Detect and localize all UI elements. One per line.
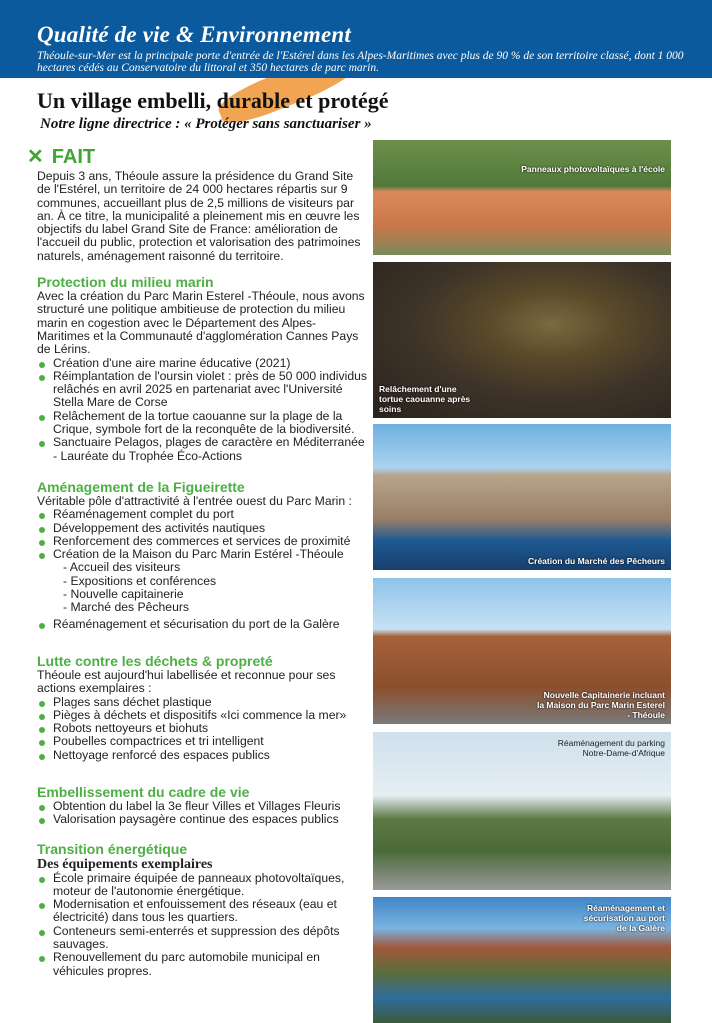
list-item: Création de la Maison du Parc Marin Estérel -Théoule xyxy=(37,548,367,561)
section-title: Aménagement de la Figueirette xyxy=(37,478,245,495)
photo-parking xyxy=(373,732,671,890)
photo-school xyxy=(373,140,671,255)
list-item: Nettoyage renforcé des espaces publics xyxy=(37,749,367,762)
photo-caption: Réaménagement et sécurisation au port de la Galère xyxy=(583,903,665,933)
section-title: Lutte contre les déchets & propreté xyxy=(37,652,273,669)
list-item: Modernisation et enfouissement des réseaux (eau et électricité) dans tous les quartiers. xyxy=(37,898,367,925)
list-item: Valorisation paysagère continue des espaces publics xyxy=(37,813,367,826)
header-band xyxy=(0,0,712,78)
photo-caption: Création du Marché des Pêcheurs xyxy=(528,556,665,566)
list-item: Renforcement des commerces et services de proximité xyxy=(37,535,367,548)
list-item: Conteneurs semi-enterrés et suppression des dépôts sauvages. xyxy=(37,925,367,952)
fait-heading: ✕ FAIT xyxy=(27,146,96,168)
section-title: Transition énergétique xyxy=(37,840,188,857)
fait-text: Depuis 3 ans, Théoule assure la présidence du Grand Site de l'Estérel, un territoire de 24 000 hectares répartis sur 9 communes, accueillant plus de 2,5 millions de visiteurs par an. À ce titre, la municipalité a pleinement mis en œuvre les objectifs du label Grand Site de France: amélioration de l'accueil du public, protection et valorisation des patrimoines naturels, aménagement raisonné du territoire. xyxy=(37,169,361,263)
list-item: Réaménagement complet du port xyxy=(37,508,367,521)
sub-item: - Nouvelle capitainerie xyxy=(63,587,184,602)
section-intro: Théoule est aujourd'hui labellisée et reconnue pour ses actions exemplaires : xyxy=(37,667,336,696)
photo-caption: Réaménagement du parking Notre-Dame-d'Afrique xyxy=(557,738,665,758)
photo-turtle xyxy=(373,262,671,418)
photo-capitainerie xyxy=(373,578,671,724)
list-item: Robots nettoyeurs et biohuts xyxy=(37,722,367,735)
list-item: Plages sans déchet plastique xyxy=(37,696,367,709)
photo-caption: Panneaux photovoltaïques à l'école xyxy=(521,164,665,174)
list-item: Poubelles compactrices et tri intelligent xyxy=(37,735,367,748)
left-column xyxy=(27,146,367,978)
list-item: Pièges à déchets et dispositifs «Ici commence la mer» xyxy=(37,709,367,722)
section-intro: Véritable pôle d'attractivité à l'entrée ouest du Parc Marin : xyxy=(37,493,352,508)
photo-fish-market xyxy=(373,424,671,570)
bullet-list xyxy=(37,696,367,762)
list-item: Sanctuaire Pelagos, plages de caractère en Méditerranée - Lauréate du Trophée Éco-Actions xyxy=(37,436,367,463)
bullet-list xyxy=(37,800,367,827)
tagline: Notre ligne directrice : « Protéger sans sanctuariser » xyxy=(40,116,372,132)
list-item: École primaire équipée de panneaux photovoltaïques, moteur de l'autonomie énergétique. xyxy=(37,872,367,899)
check-x-icon: ✕ xyxy=(27,146,44,168)
list-item: Réaménagement et sécurisation du port de la Galère xyxy=(37,618,367,631)
sub-item: - Expositions et conférences xyxy=(63,573,217,588)
list-item: Renouvellement du parc automobile municipal en véhicules propres. xyxy=(37,951,367,978)
sub-item: - Accueil des visiteurs xyxy=(63,560,181,575)
section-title: Embellissement du cadre de vie xyxy=(37,783,250,800)
header-intro: Théoule-sur-Mer est la principale porte d'entrée de l'Estérel dans les Alpes-Maritimes avec plus de 90 % de son territoire classé, dont 1 000 hectares cédés au Conservatoire du littoral et 350 hectares de parc marin. xyxy=(37,50,684,74)
section-intro: Avec la création du Parc Marin Esterel -Théoule, nous avons structuré une politique ambitieuse de protection du milieu marin en cogestion avec le Département des Alpes-Maritimes et la Communauté d'agglomération Cannes Pays de Lérins. xyxy=(37,289,365,357)
photo-caption: Relâchement d'une tortue caouanne après soins xyxy=(379,384,471,414)
headline: Un village embelli, durable et protégé xyxy=(37,88,389,113)
header-title: Qualité de vie & Environnement xyxy=(37,22,351,47)
bullet-list xyxy=(37,357,367,463)
list-item: Développement des activités nautiques xyxy=(37,522,367,535)
bullet-list xyxy=(37,872,367,978)
list-item: Relâchement de la tortue caouanne sur la plage de la Crique, symbole fort de la reconquête de la biodiversité. xyxy=(37,410,367,437)
list-item: Obtention du label la 3e fleur Villes et Villages Fleuris xyxy=(37,800,367,813)
section-subtitle: Des équipements exemplaires xyxy=(37,856,213,872)
photo-caption: Nouvelle Capitainerie incluant la Maison du Parc Marin Esterel - Théoule xyxy=(536,690,665,720)
photo-galere-port xyxy=(373,897,671,1023)
list-item: Réimplantation de l'oursin violet : près de 50 000 individus relâchés en avril 2025 en partenariat avec l'Université Stella Mare de Corse xyxy=(37,370,367,410)
bullet-list xyxy=(37,508,367,631)
list-item: Création d'une aire marine éducative (2021) xyxy=(37,357,367,370)
section-title: Protection du milieu marin xyxy=(37,274,214,291)
sub-item: - Marché des Pêcheurs xyxy=(63,600,189,615)
